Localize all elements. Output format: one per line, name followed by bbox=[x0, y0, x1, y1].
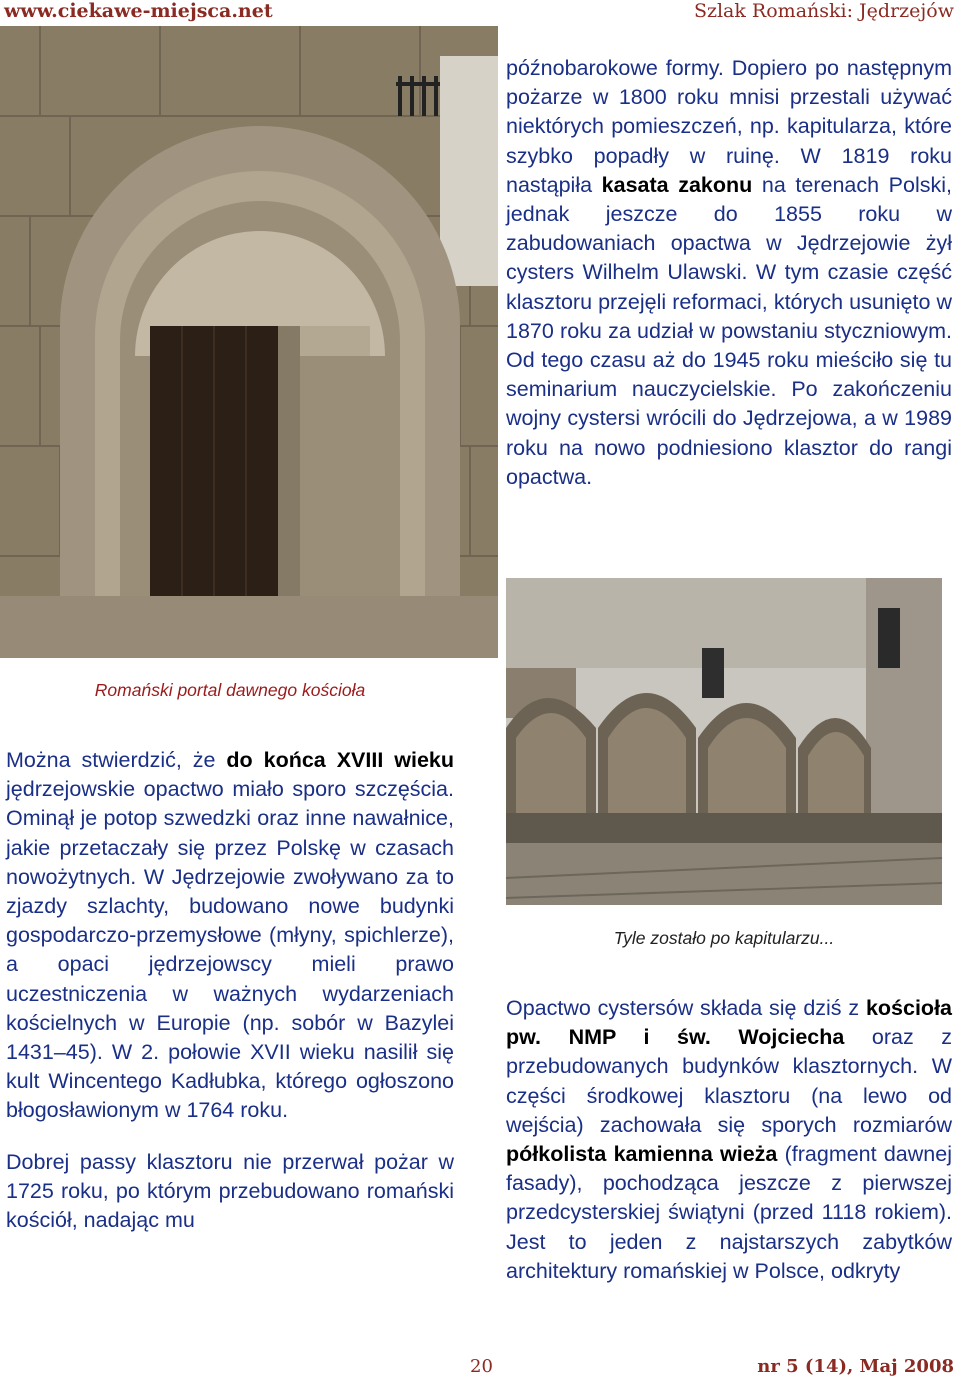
paragraph bbox=[6, 1148, 454, 1236]
bold-phrase: półkolista kamienna wieża bbox=[506, 1142, 778, 1167]
page-number: 20 bbox=[470, 1356, 493, 1377]
bold-phrase: kasata zakonu bbox=[601, 172, 753, 197]
text-span: Dobrej passy klasztoru nie przerwał pożar w 1725 roku, po którym przebudowano romański kościół, nadając mu bbox=[6, 1149, 454, 1233]
text-span: na terenach Polski, jednak jeszcze do 1855 roku w zabudowaniach opactwa w Jędrzejowie żył cysters Wilhelm Ulawski. W tym czasie część klasztoru przejęli reformaci, których usunięto w 1870 roku za udział w powstaniu styczniowym. Od tego czasu aż do 1945 roku mieściło się tu seminarium nauczycielskie. Po zakończeniu wojny cystersi wrócili do Jędrzejowa, a w 1989 roku na nowo podniesiono klasztor do rangi opactwa. bbox=[506, 172, 952, 489]
site-url[interactable]: www.ciekawe-miejsca.net bbox=[4, 0, 273, 22]
chapter-photo bbox=[506, 578, 942, 905]
paragraph bbox=[506, 54, 952, 492]
section-title: Szlak Romański: Jędrzejów bbox=[693, 0, 954, 22]
paragraph bbox=[506, 994, 952, 1286]
text-span: Można stwierdzić, że bbox=[6, 748, 227, 772]
paragraph bbox=[6, 746, 454, 1126]
chapter-image bbox=[506, 578, 942, 905]
text-span: późnobarokowe formy. Dopiero po następnym pożarze w 1800 roku mnisi przestali używać niektórych pomieszczeń, np. kapitularza, które szybko popadły w ruinę. W 1819 roku nastąpiła bbox=[506, 56, 952, 197]
text-span: jędrzejowskie opactwo miało sporo szczęścia. Ominął je potop szwedzki oraz inne nawałnice, jakie przetaczały się przez Polskę w czasach nowożytnych. W Jędrzejowie zwoływano za to zjazdy szlachty, budowano nowe budynki gospodarczo-przemysłowe (młyny, spichlerze), a opaci jędrzejowscy mieli prawo uczestniczenia w ważnych wydarzeniach kościelnych w Europie (np. sobór w Bazylei 1431–45). W 2. połowie XVII wieku nasilił się kult Wincentego Kadłubka, którego ogłoszono błogosławionym w 1764 roku. bbox=[6, 777, 454, 1123]
chapter-caption: Tyle zostało po kapitularzu... bbox=[613, 928, 835, 948]
portal-caption: Romański portal dawnego kościoła bbox=[94, 680, 366, 700]
portal-photo bbox=[0, 26, 498, 658]
portal-image bbox=[0, 26, 498, 658]
issue-label: nr 5 (14), Maj 2008 bbox=[757, 1356, 954, 1377]
left-column bbox=[6, 746, 454, 1235]
bold-phrase: do końca XVIII wieku bbox=[226, 748, 454, 772]
text-span: Opactwo cystersów składa się dziś z bbox=[506, 996, 866, 1020]
right-column-top bbox=[506, 54, 952, 492]
text-span: (fragment dawnej fasady), pochodząca jeszcze z pierwszej przedcysterskiej świątyni (przed 1118 rokiem). Jest to jeden z najstarszych zabytków architektury romańskiej w Polsce, odkryty bbox=[506, 1142, 952, 1283]
right-column-bottom bbox=[506, 994, 952, 1286]
bold-phrase: kościoła pw. NMP i św. Wojciecha bbox=[506, 996, 952, 1050]
text-span: oraz z przebudowanych budynków klasztornych. W części środkowej klasztoru (na lewo od wejścia) zachowała się sporych rozmiarów bbox=[506, 1025, 952, 1137]
